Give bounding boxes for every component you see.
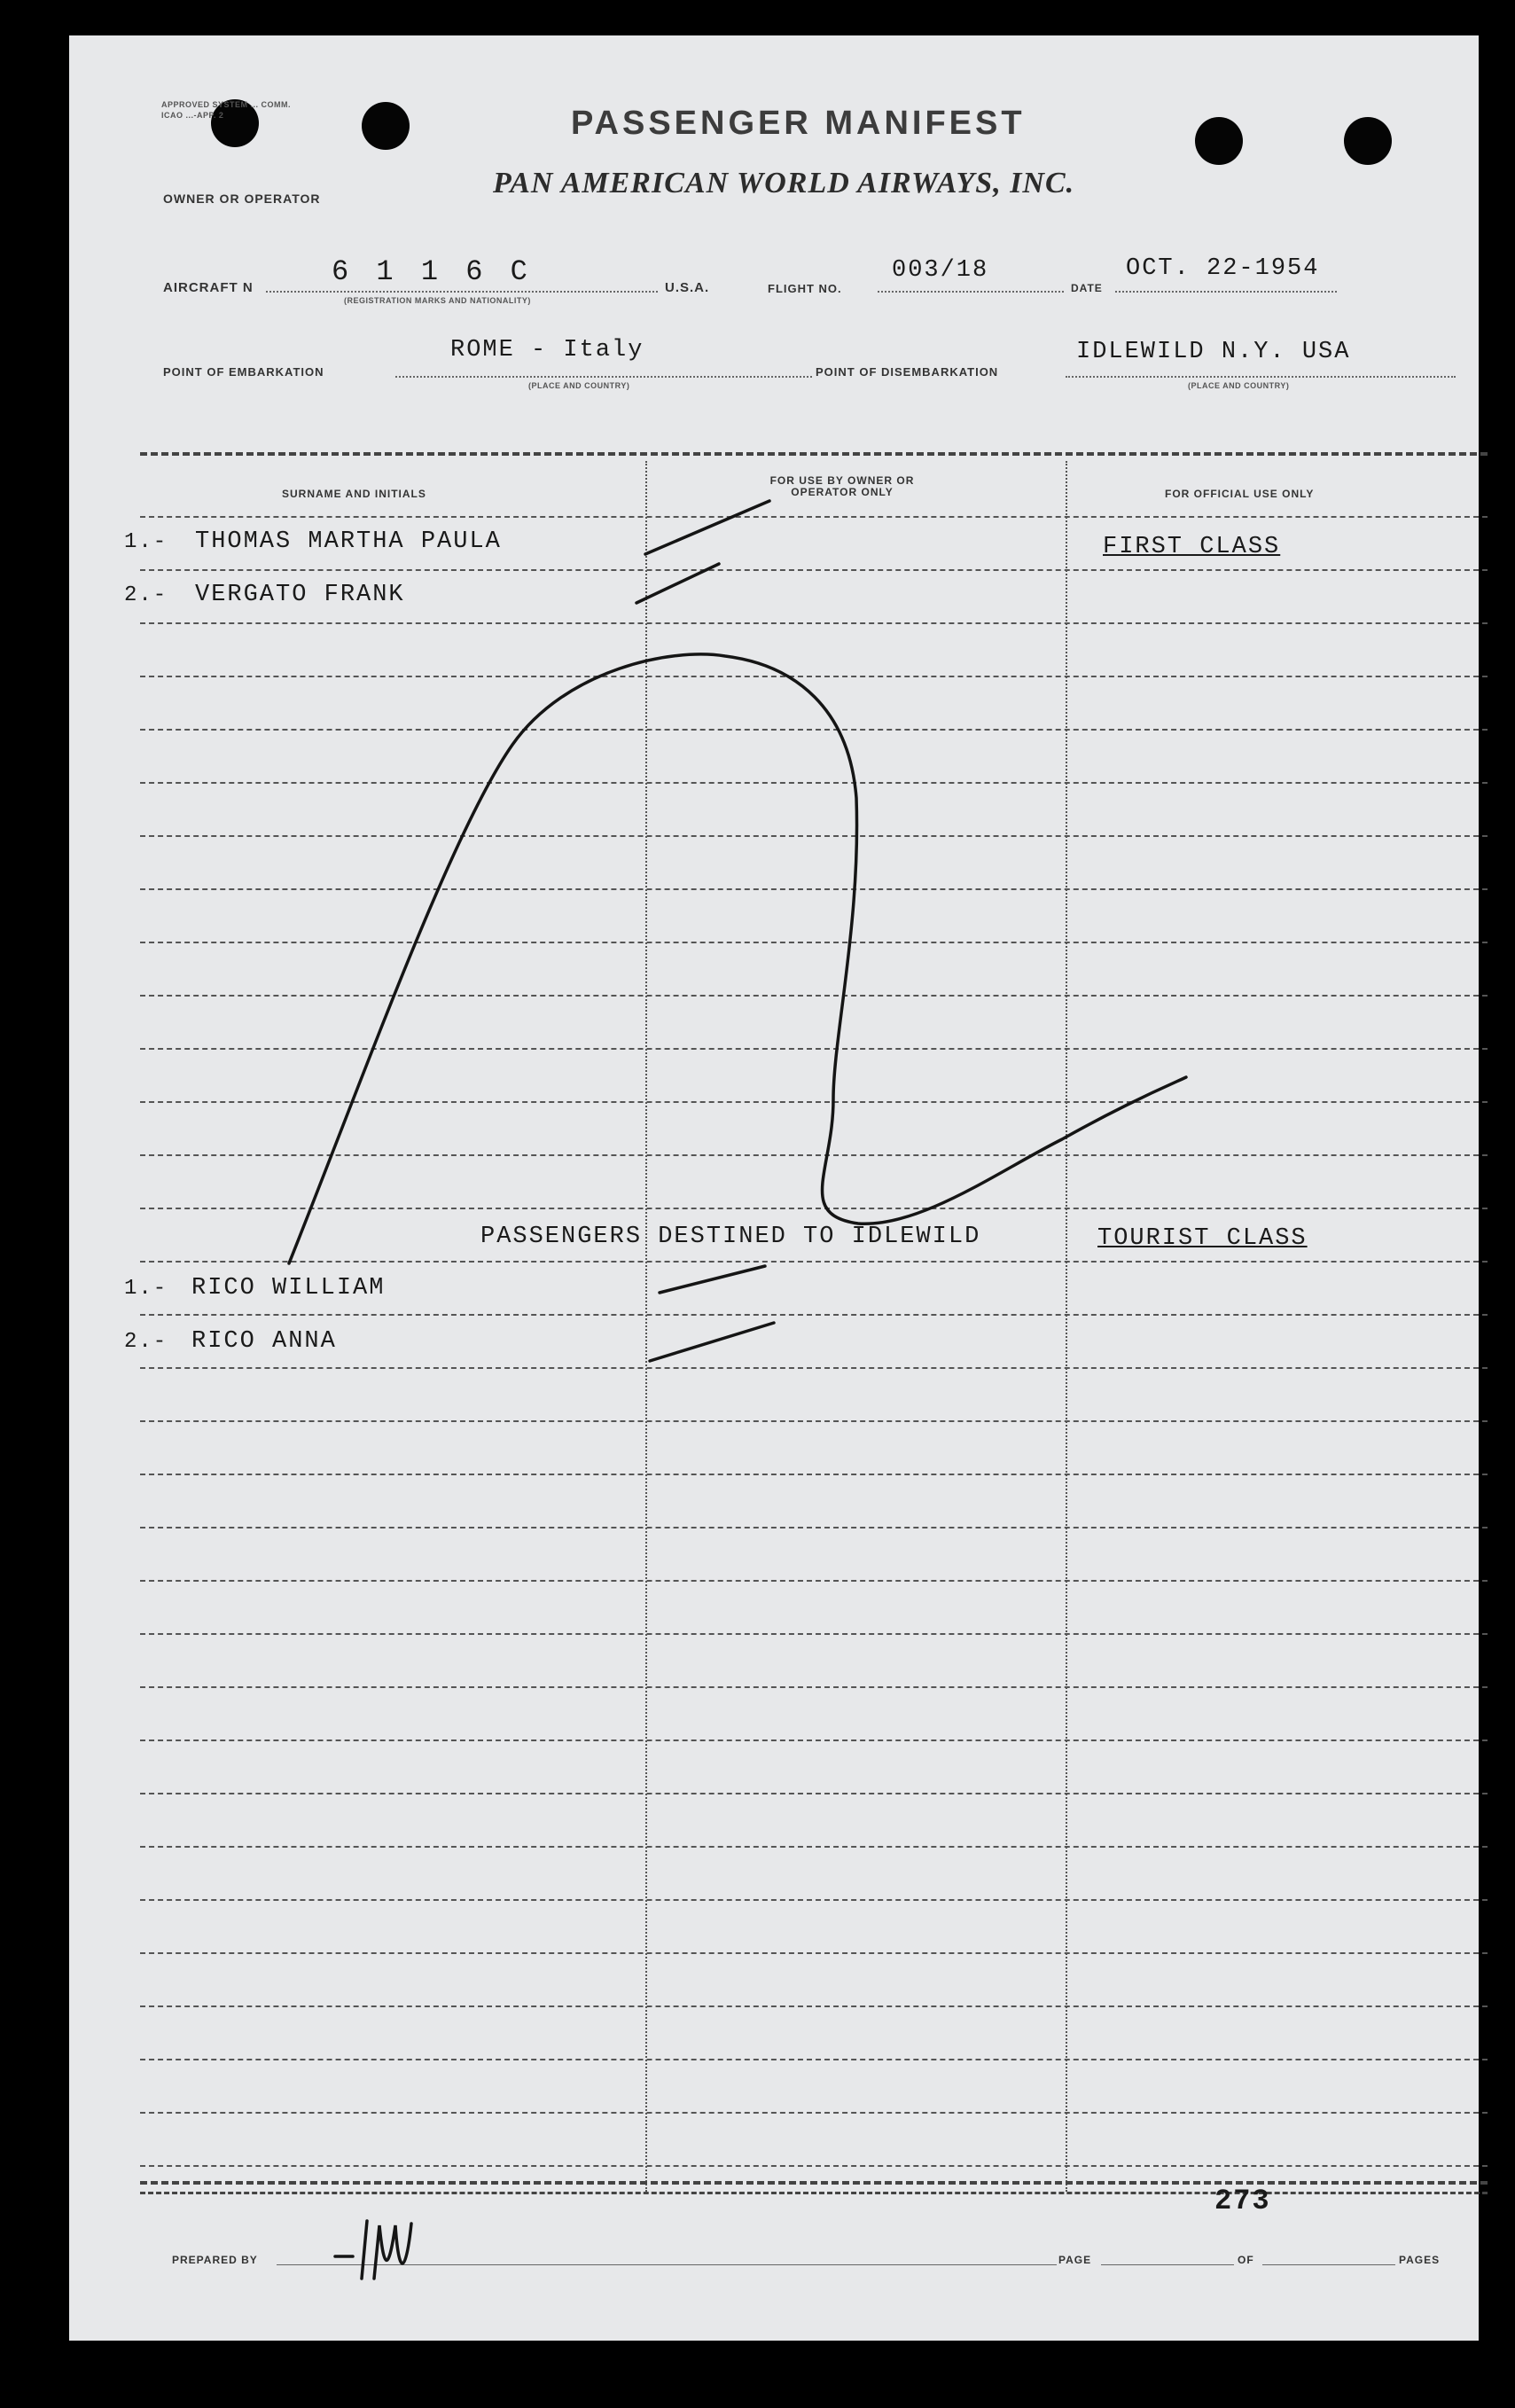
passenger-number: 2.-: [124, 1330, 168, 1354]
prepared-by-label: PREPARED BY: [172, 2254, 258, 2266]
approval-stamp: APPROVED SYSTEM ... COMM. ICAO ...-APP. 2: [161, 100, 292, 120]
passenger-number: 2.-: [124, 583, 168, 607]
handwritten-marks: [69, 35, 1479, 2341]
cancellation-loop: [289, 654, 1186, 1263]
check-mark: [636, 564, 719, 603]
manifest-page: [69, 35, 1479, 2341]
passenger-name: THOMAS MARTHA PAULA: [195, 528, 502, 555]
aircraft-label: AIRCRAFT N: [163, 280, 254, 295]
class-label: TOURIST CLASS: [1097, 1225, 1308, 1252]
owner-use-header: FOR USE BY OWNER OR OPERATOR ONLY: [769, 474, 915, 498]
check-mark: [660, 1266, 765, 1293]
class-label: FIRST CLASS: [1103, 534, 1281, 560]
embarkation-label: POINT OF EMBARKATION: [163, 365, 324, 379]
disembarkation-label: POINT OF DISEMBARKATION: [816, 365, 999, 379]
stamp-number: 273: [1214, 2185, 1271, 2217]
flight-number: 003/18: [892, 257, 989, 284]
usa-label: U.S.A.: [665, 280, 710, 295]
registration-sublabel: (REGISTRATION MARKS AND NATIONALITY): [344, 296, 531, 305]
flight-label: FLIGHT NO.: [768, 282, 842, 295]
surname-header: SURNAME AND INITIALS: [282, 488, 426, 500]
aircraft-number: 6 1 1 6 C: [332, 255, 533, 288]
flight-date: OCT. 22-1954: [1126, 255, 1320, 282]
page-label: PAGE: [1058, 2254, 1092, 2266]
passenger-number: 1.-: [124, 1277, 168, 1301]
operator-name: PAN AMERICAN WORLD AIRWAYS, INC.: [493, 167, 1075, 199]
passenger-name: VERGATO FRANK: [195, 582, 405, 608]
disembarkation-sublabel: (PLACE AND COUNTRY): [1188, 381, 1290, 390]
date-label: DATE: [1071, 282, 1103, 294]
initials-signature: [335, 2221, 411, 2279]
official-use-header: FOR OFFICIAL USE ONLY: [1165, 488, 1315, 500]
of-label: OF: [1238, 2254, 1254, 2266]
passenger-number: 1.-: [124, 530, 168, 554]
check-mark: [650, 1323, 774, 1361]
embarkation-value: ROME - Italy: [450, 337, 644, 364]
form-title: PASSENGER MANIFEST: [571, 105, 1026, 142]
passenger-name: RICO ANNA: [191, 1328, 337, 1355]
passenger-name: RICO WILLIAM: [191, 1275, 386, 1302]
check-mark: [645, 501, 769, 554]
disembarkation-value: IDLEWILD N.Y. USA: [1076, 339, 1351, 365]
pages-label: PAGES: [1399, 2254, 1441, 2266]
embarkation-sublabel: (PLACE AND COUNTRY): [528, 381, 630, 390]
section-heading: PASSENGERS DESTINED TO IDLEWILD: [480, 1224, 981, 1250]
owner-label: OWNER OR OPERATOR: [163, 192, 321, 206]
